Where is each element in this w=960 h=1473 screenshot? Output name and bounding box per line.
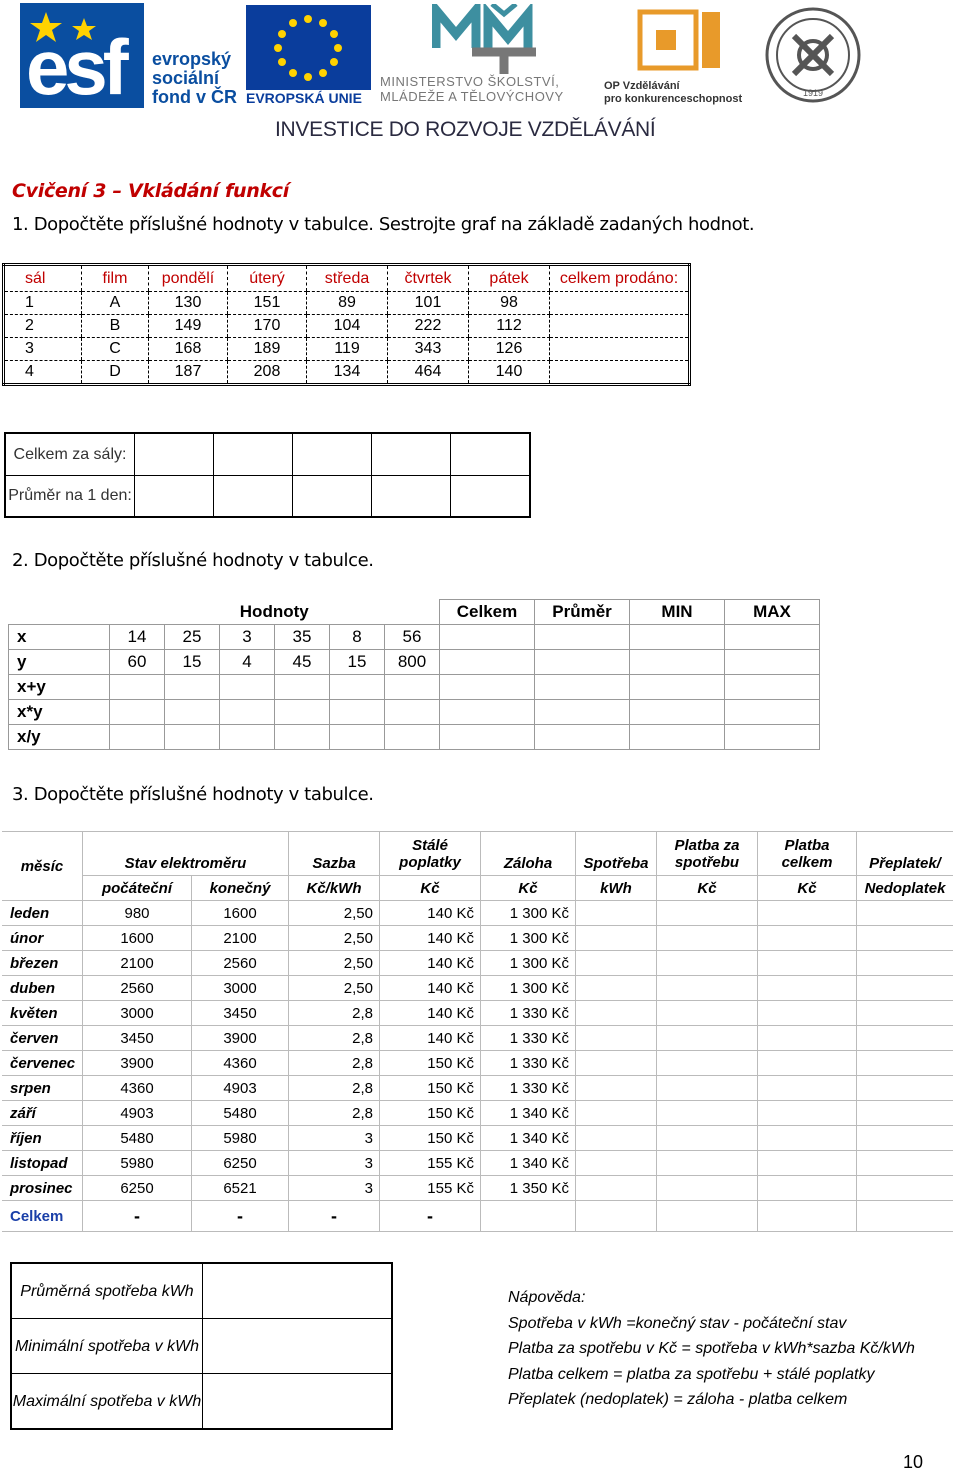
header-cell: středa <box>307 265 388 292</box>
eu-text: EVROPSKÁ UNIE <box>246 90 362 106</box>
value-cell: 3000 <box>192 976 289 1001</box>
value-cell <box>576 1076 657 1101</box>
value-cell <box>657 901 758 926</box>
value-cell <box>857 1076 954 1101</box>
value-cell: 1 300 Kč <box>481 926 576 951</box>
header-max: MAX <box>725 600 820 625</box>
value-cell: 980 <box>83 901 192 926</box>
value-cell <box>657 976 758 1001</box>
table-row: 1 A 130 151 89 101 98 <box>4 292 690 315</box>
value-cell: 150 Kč <box>380 1076 481 1101</box>
value-cell: 3000 <box>83 1001 192 1026</box>
eu-flag-icon <box>246 5 371 90</box>
value-cell: 140 Kč <box>380 976 481 1001</box>
value-cell: 3 <box>289 1151 380 1176</box>
value-cell: 1 330 Kč <box>481 1026 576 1051</box>
value-cell <box>576 1126 657 1151</box>
hint-line: Spotřeba v kWh =konečný stav - počáteční stav <box>508 1314 847 1332</box>
table-row <box>2 1101 953 1126</box>
value-cell <box>576 1001 657 1026</box>
value-cell: 6250 <box>192 1151 289 1176</box>
value-cell: 2560 <box>83 976 192 1001</box>
value-cell <box>576 926 657 951</box>
values-table <box>8 599 820 750</box>
value-cell <box>857 1151 954 1176</box>
value-cell <box>657 926 758 951</box>
month-cell: červenec <box>2 1051 83 1076</box>
value-cell: 6250 <box>83 1176 192 1201</box>
value-cell: 5480 <box>192 1101 289 1126</box>
month-cell: říjen <box>2 1126 83 1151</box>
value-cell: 4903 <box>83 1101 192 1126</box>
table-row <box>2 1026 953 1051</box>
value-cell <box>857 901 954 926</box>
total-row: Celkem - - - - <box>2 1201 953 1232</box>
table-row <box>2 1176 953 1201</box>
value-cell: 150 Kč <box>380 1051 481 1076</box>
month-cell: duben <box>2 976 83 1001</box>
hint-line: Přeplatek (nedoplatek) = záloha - platba celkem <box>508 1391 848 1408</box>
value-cell <box>576 1051 657 1076</box>
label-maximalni: Maximální spotřeba v kWh <box>11 1374 203 1430</box>
value-cell: 1 330 Kč <box>481 1051 576 1076</box>
esf-text: evropský sociální fond v ČR <box>152 49 237 107</box>
value-cell: 2,8 <box>289 1051 380 1076</box>
value-cell <box>857 1176 954 1201</box>
header-celkem: Celkem <box>440 600 535 625</box>
value-cell: 2,8 <box>289 1076 380 1101</box>
label-prumerna: Průměrná spotřeba kWh <box>11 1263 203 1319</box>
header-prumer: Průměr <box>535 600 630 625</box>
header-spotreba: Spotřeba <box>576 832 657 876</box>
value-cell: 6521 <box>192 1176 289 1201</box>
table-row <box>2 951 953 976</box>
table-row <box>2 926 953 951</box>
value-cell <box>758 1151 857 1176</box>
value-cell: 140 Kč <box>380 1026 481 1051</box>
empty-cell <box>451 475 531 517</box>
value-cell: 2,8 <box>289 1026 380 1051</box>
table-row <box>2 1151 953 1176</box>
month-cell: listopad <box>2 1151 83 1176</box>
value-cell <box>576 1176 657 1201</box>
value-cell <box>758 951 857 976</box>
value-cell: 4360 <box>192 1051 289 1076</box>
header-platba-celkem: Platba celkem <box>758 832 857 876</box>
value-cell: 3 <box>289 1176 380 1201</box>
value-cell: 2,50 <box>289 901 380 926</box>
value-cell: 155 Kč <box>380 1176 481 1201</box>
value-cell <box>657 1001 758 1026</box>
task-1: 1. Dopočtěte příslušné hodnoty v tabulce. Sestrojte graf na základě zadaných hodnot. <box>12 214 755 235</box>
month-cell: srpen <box>2 1076 83 1101</box>
table-row: x+y <box>9 675 820 700</box>
value-cell: 2,50 <box>289 926 380 951</box>
label-prumer-na-den: Průměr na 1 den: <box>5 475 135 517</box>
value-cell <box>758 901 857 926</box>
value-cell: 1 340 Kč <box>481 1101 576 1126</box>
month-cell: květen <box>2 1001 83 1026</box>
value-cell: 3450 <box>192 1001 289 1026</box>
empty-cell <box>214 475 293 517</box>
value-cell: 1 350 Kč <box>481 1176 576 1201</box>
value-cell <box>857 1001 954 1026</box>
header-hodnoty: Hodnoty <box>239 601 309 621</box>
msmt-logo-icon <box>432 4 542 76</box>
value-cell: 3 <box>289 1126 380 1151</box>
header-zaloha: Záloha <box>481 832 576 876</box>
table-row <box>2 901 953 926</box>
value-cell: 2,8 <box>289 1101 380 1126</box>
task-2: 2. Dopočtěte příslušné hodnoty v tabulce. <box>12 550 374 571</box>
empty-cell <box>372 475 451 517</box>
table-row: 3 C 168 189 119 343 126 <box>4 338 690 361</box>
value-cell <box>758 1051 857 1076</box>
table-row <box>2 1001 953 1026</box>
op-logo-icon <box>596 8 741 76</box>
value-cell <box>758 1101 857 1126</box>
logo-banner <box>0 0 960 150</box>
table-row: x 14 25 3 35 8 56 <box>9 625 820 650</box>
hint-box <box>508 1285 915 1413</box>
value-cell <box>758 1026 857 1051</box>
value-cell <box>758 1076 857 1101</box>
value-cell: 5480 <box>83 1126 192 1151</box>
value-cell <box>657 951 758 976</box>
esf-logo-letters: esf <box>26 23 124 111</box>
value-cell: 150 Kč <box>380 1126 481 1151</box>
value-cell <box>576 901 657 926</box>
empty-cell <box>135 433 214 475</box>
header-stav: Stav elektroměru <box>83 832 289 876</box>
value-cell <box>657 1051 758 1076</box>
value-cell: 1 300 Kč <box>481 901 576 926</box>
value-cell <box>657 1151 758 1176</box>
svg-text:1919: 1919 <box>802 88 824 98</box>
header-cell: úterý <box>228 265 307 292</box>
value-cell: 140 Kč <box>380 1001 481 1026</box>
value-cell: 3900 <box>83 1051 192 1076</box>
value-cell <box>857 951 954 976</box>
value-cell: 2100 <box>192 926 289 951</box>
hint-line: Platba za spotřebu v Kč = spotřeba v kWh*sazba Kč/kWh <box>508 1340 915 1357</box>
cinema-sales-table <box>2 263 691 386</box>
value-cell <box>576 1101 657 1126</box>
value-cell: 3450 <box>83 1026 192 1051</box>
header-cell: pondělí <box>149 265 228 292</box>
investice-text: INVESTICE DO ROZVOJE VZDĚLÁVÁNÍ <box>275 118 656 141</box>
value-cell: 1 300 Kč <box>481 976 576 1001</box>
header-cell: film <box>82 265 149 292</box>
value-cell <box>857 1026 954 1051</box>
hint-title: Nápověda: <box>508 1289 586 1306</box>
table-row: 4 D 187 208 134 464 140 <box>4 361 690 385</box>
value-cell: 1 300 Kč <box>481 951 576 976</box>
value-cell <box>758 976 857 1001</box>
header-preplatek: Přeplatek/ <box>857 832 954 876</box>
table-row <box>2 1051 953 1076</box>
header-stale: Stálé poplatky <box>380 832 481 876</box>
value-cell: 2100 <box>83 951 192 976</box>
electricity-table: měsíc Stav elektroměru Sazba Stálé poplatky Záloha Spotřeba Platba za spotřebu Platba celkem Přeplatek/ počáteční konečný Kč/kWh Kč Kč kWh Kč Kč Nedoplatek leden 980 1600 2,50 140 Kč 1 300 Kč únor 1600 2100 2,50 140 Kč 1 300 Kč březen 2100 2560 2,50 140 Kč 1 300 Kč duben 2560 3000 2,50 140 Kč 1 300 Kč květen 3000 3450 2,8 140 Kč 1 330 Kč červen 3450 3900 2,8 140 Kč 1 330 Kč červenec 3900 4360 2,8 150 Kč 1 330 Kč srpen 4360 4903 2,8 150 Kč 1 330 Kč září 4903 5480 2,8 150 Kč 1 340 Kč říjen 5480 5980 3 150 Kč 1 340 Kč listopad 5980 6250 3 155 Kč 1 340 Kč prosinec 6250 6521 3 155 Kč 1 350 Kč Celkem - - - - <box>2 831 953 1232</box>
value-cell <box>758 1126 857 1151</box>
total-label: Celkem <box>2 1201 83 1232</box>
value-cell: 1 340 Kč <box>481 1126 576 1151</box>
value-cell: 2,8 <box>289 1001 380 1026</box>
page-title: Cvičení 3 – Vkládání funkcí <box>12 180 289 202</box>
header-sazba: Sazba <box>289 832 380 876</box>
value-cell <box>657 1076 758 1101</box>
table-row <box>2 1076 953 1101</box>
value-cell <box>576 976 657 1001</box>
value-cell <box>576 1151 657 1176</box>
msmt-text: MINISTERSTVO ŠKOLSTVÍ, MLÁDEŽE A TĚLOVÝCHOVY <box>380 74 564 104</box>
empty-cell <box>293 433 372 475</box>
value-cell: 140 Kč <box>380 901 481 926</box>
value-cell: 2560 <box>192 951 289 976</box>
value-cell: 2,50 <box>289 976 380 1001</box>
header-cell: sál <box>4 265 82 292</box>
value-cell: 1 330 Kč <box>481 1001 576 1026</box>
table-row <box>2 976 953 1001</box>
value-cell: 3900 <box>192 1026 289 1051</box>
empty-cell <box>372 433 451 475</box>
value-cell <box>576 1026 657 1051</box>
value-cell: 1 340 Kč <box>481 1151 576 1176</box>
value-cell: 5980 <box>83 1151 192 1176</box>
empty-cell <box>214 433 293 475</box>
table-row: y 60 15 4 45 15 800 <box>9 650 820 675</box>
empty-cell <box>451 433 531 475</box>
value-cell: 150 Kč <box>380 1101 481 1126</box>
consumption-summary-table <box>10 1262 393 1430</box>
seal-icon <box>764 6 862 104</box>
month-cell: prosinec <box>2 1176 83 1201</box>
value-cell <box>857 926 954 951</box>
value-cell: 140 Kč <box>380 951 481 976</box>
cinema-summary-table <box>4 432 531 518</box>
label-celkem-za-saly: Celkem za sály: <box>5 433 135 475</box>
month-cell: březen <box>2 951 83 976</box>
value-cell <box>758 1001 857 1026</box>
month-cell: leden <box>2 901 83 926</box>
value-cell: 1600 <box>83 926 192 951</box>
task-3: 3. Dopočtěte příslušné hodnoty v tabulce. <box>12 784 374 805</box>
table-row: 2 B 149 170 104 222 112 <box>4 315 690 338</box>
table-row <box>2 1126 953 1151</box>
value-cell <box>758 1176 857 1201</box>
header-cell: čtvrtek <box>388 265 469 292</box>
value-cell <box>657 1176 758 1201</box>
label-minimalni: Minimální spotřeba v kWh <box>11 1319 203 1374</box>
value-cell <box>657 1026 758 1051</box>
value-cell <box>576 951 657 976</box>
value-cell <box>857 976 954 1001</box>
value-cell: 4360 <box>83 1076 192 1101</box>
page-number: 10 <box>903 1452 924 1472</box>
value-cell: 5980 <box>192 1126 289 1151</box>
header-min: MIN <box>630 600 725 625</box>
value-cell <box>857 1101 954 1126</box>
header-platba-spotreba: Platba za spotřebu <box>657 832 758 876</box>
op-text: OP Vzdělávání pro konkurenceschopnost <box>604 80 743 105</box>
header-cell: celkem prodáno: <box>550 265 690 292</box>
empty-cell <box>135 475 214 517</box>
hint-line: Platba celkem = platba za spotřebu + stálé poplatky <box>508 1365 875 1383</box>
value-cell <box>857 1051 954 1076</box>
value-cell: 155 Kč <box>380 1151 481 1176</box>
value-cell: 4903 <box>192 1076 289 1101</box>
month-cell: červen <box>2 1026 83 1051</box>
header-cell: pátek <box>469 265 550 292</box>
value-cell: 140 Kč <box>380 926 481 951</box>
month-cell: únor <box>2 926 83 951</box>
table-header-row <box>4 265 690 292</box>
table-row: x/y <box>9 725 820 750</box>
value-cell: 1 330 Kč <box>481 1076 576 1101</box>
value-cell <box>758 926 857 951</box>
header-mesic: měsíc <box>2 832 83 901</box>
value-cell: 2,50 <box>289 951 380 976</box>
month-cell: září <box>2 1101 83 1126</box>
value-cell <box>657 1126 758 1151</box>
value-cell <box>657 1101 758 1126</box>
empty-cell <box>293 475 372 517</box>
table-row: x*y <box>9 700 820 725</box>
value-cell <box>857 1126 954 1151</box>
value-cell: 1600 <box>192 901 289 926</box>
